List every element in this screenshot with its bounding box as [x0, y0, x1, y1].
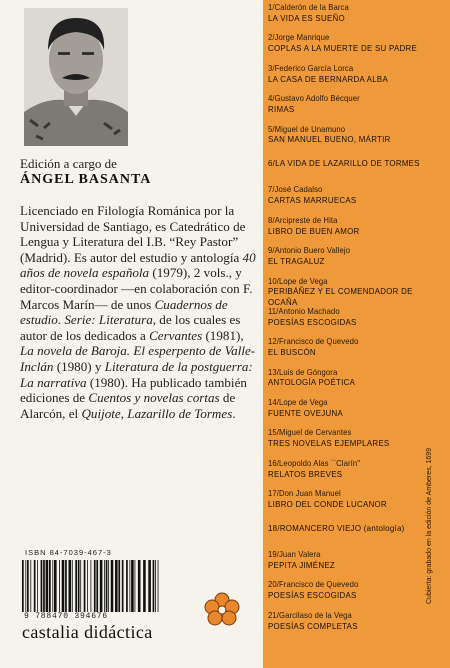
barcode-bar — [25, 560, 26, 612]
isbn-label: ISBN 84-7039-467-3 — [25, 548, 112, 557]
catalog-item-author: 12/Francisco de Quevedo — [268, 337, 359, 347]
catalog-item — [268, 489, 448, 519]
barcode-bar — [52, 560, 53, 612]
barcode-bar — [75, 560, 77, 612]
barcode-number: 9 788470 394676 — [24, 612, 109, 621]
catalog-item-author: 15/Miguel de Cervantes — [268, 428, 352, 438]
barcode-bar — [62, 560, 65, 612]
catalog-item — [268, 398, 448, 428]
catalog-item — [268, 216, 448, 246]
barcode-bar — [43, 560, 45, 612]
catalog-item — [268, 428, 448, 458]
catalog-item — [268, 277, 448, 307]
catalog-item-title: POESÍAS COMPLETAS — [268, 620, 358, 631]
biography-run: de Alarcón, el — [20, 390, 236, 421]
biography-run: (1981), — [202, 327, 244, 343]
barcode-bar — [155, 560, 156, 612]
biography-paragraph — [20, 203, 256, 421]
catalog-item — [268, 125, 448, 155]
barcode-bar — [138, 560, 141, 612]
catalog-list — [268, 3, 448, 641]
catalog-item — [268, 580, 448, 610]
barcode-bar — [106, 560, 108, 612]
barcode-bar — [148, 560, 151, 612]
biography-run: Cervantes — [149, 327, 203, 343]
barcode-bar — [59, 560, 60, 612]
biography-run: (1980) y — [53, 358, 105, 374]
catalog-item-author: 19/Juan Valera — [268, 550, 321, 560]
barcode-bar — [84, 560, 86, 612]
barcode-bar — [158, 560, 159, 612]
biography-run: Lazarillo de Tormes — [127, 405, 233, 421]
catalog-item-title: EL BUSCÓN — [268, 347, 316, 358]
barcode-bar — [37, 560, 38, 612]
catalog-item-title: FUENTE OVEJUNA — [268, 407, 344, 418]
catalog-item-author: 8/Arcipreste de Hita — [268, 215, 338, 225]
catalog-item-author: 11/Antonio Machado — [268, 306, 340, 316]
catalog-item-title: PEPITA JIMÉNEZ — [268, 559, 335, 570]
barcode-bar — [100, 560, 103, 612]
catalog-item-title: LIBRO DEL CONDE LUCANOR — [268, 499, 387, 510]
catalog-item — [268, 520, 448, 550]
barcode-bar — [78, 560, 80, 612]
catalog-item-title: LIBRO DE BUEN AMOR — [268, 225, 360, 236]
barcode-bar — [94, 560, 96, 612]
catalog-item-author: 20/Francisco de Quevedo — [268, 580, 359, 590]
biography-run: 40 años de novela española — [20, 249, 256, 281]
catalog-item-title: POESÍAS ESCOGIDAS — [268, 316, 357, 327]
biography-run: , de los cuales es autor de los dedicados a — [20, 312, 241, 343]
catalog-item-title: RELATOS BREVES — [268, 468, 343, 479]
barcode-bar — [72, 560, 73, 612]
biography-run: (1979), 2 vols., y editor-coordinador —en colaboración con F. Marcos Marín— de unos — [20, 265, 253, 312]
biography-run: La novela de Baroja. El esperpento de Valle-Inclán — [20, 343, 256, 374]
barcode-bar — [130, 560, 131, 612]
barcode-bar — [122, 560, 124, 612]
barcode-bar — [69, 560, 72, 612]
biography-run: Literatura de la postguerra: La narrativa — [20, 358, 253, 390]
catalog-item-title: LA CASA DE BERNARDA ALBA — [268, 73, 389, 84]
catalog-item-title: LA VIDA ES SUEÑO — [268, 12, 345, 23]
barcode-bar — [135, 560, 136, 612]
catalog-item-title: SAN MANUEL BUENO, MÁRTIR — [268, 134, 391, 145]
catalog-item-title: RIMAS — [268, 103, 295, 114]
cover-credit: Cubierta: grabado en la edición de Amberes, 1699 — [426, 447, 433, 604]
catalog-item — [268, 337, 448, 367]
catalog-item-title: 18/ROMANCERO VIEJO (antología) — [268, 522, 405, 533]
barcode-bar — [30, 560, 31, 612]
catalog-item-author: 4/Gustavo Adolfo Bécquer — [268, 94, 360, 104]
biography-run: , — [120, 405, 128, 421]
barcode-bar — [108, 560, 109, 612]
barcode-bar — [49, 560, 51, 612]
barcode-bar — [126, 560, 128, 612]
barcode-bar — [96, 560, 98, 612]
barcode-bar — [115, 560, 118, 612]
catalog-item — [268, 94, 448, 124]
biography-run: Cuentos y novelas cortas — [88, 390, 220, 406]
catalog-item — [268, 611, 448, 641]
editor-biography — [20, 203, 256, 421]
catalog-item — [268, 246, 448, 276]
catalog-item-author: 1/Calderón de la Barca — [268, 3, 349, 12]
barcode-bar — [143, 560, 146, 612]
catalog-item — [268, 33, 448, 63]
barcode-bar — [153, 560, 155, 612]
catalog-item-title: POESÍAS ESCOGIDAS — [268, 590, 357, 601]
biography-run: (1980). Ha publicado también ediciones de — [20, 374, 247, 406]
catalog-item-author: 2/Jorge Manrique — [268, 33, 330, 43]
barcode-bar — [34, 560, 36, 612]
barcode — [20, 560, 162, 612]
barcode-bar — [46, 560, 49, 612]
catalog-item — [268, 185, 448, 215]
catalog-item-title: PERIBÁÑEZ Y EL COMENDADOR DE OCAÑA — [268, 286, 413, 307]
barcode-bar — [80, 560, 81, 612]
catalog-item-author: 10/Lope de Vega — [268, 276, 328, 286]
barcode-bar — [54, 560, 57, 612]
barcode-bar — [41, 560, 43, 612]
catalog-item-author: 21/Garcilaso de la Vega — [268, 610, 352, 620]
barcode-bar — [22, 560, 24, 612]
catalog-item-title: TRES NOVELAS EJEMPLARES — [268, 438, 390, 449]
catalog-item — [268, 3, 448, 33]
catalog-item — [268, 307, 448, 337]
catalog-item-author: 17/Don Juan Manuel — [268, 489, 341, 499]
catalog-item-title: 6/LA VIDA DE LAZARILLO DE TORMES — [268, 157, 420, 168]
catalog-item-author: 7/José Cadalso — [268, 185, 323, 195]
barcode-bar — [111, 560, 114, 612]
biography-run: Cuadernos de estudio. Serie: Literatura — [20, 296, 228, 328]
catalog-item-author: 9/Antonio Buero Vallejo — [268, 246, 351, 256]
catalog-item-author: 3/Federico García Lorca — [268, 63, 354, 73]
barcode-bar — [87, 560, 88, 612]
editor-name: ÁNGEL BASANTA — [20, 172, 152, 187]
catalog-item-author: 16/Leopoldo Alas ``Clarín'' — [268, 458, 361, 468]
catalog-item-title: CARTAS MARRUECAS — [268, 195, 357, 206]
catalog-item-author: 14/Lope de Vega — [268, 398, 328, 408]
catalog-item-title: COPLAS A LA MUERTE DE SU PADRE — [268, 43, 418, 54]
catalog-item-title: EL TRAGALUZ — [268, 255, 325, 266]
catalog-item — [268, 64, 448, 94]
biography-run: Quijote — [81, 405, 121, 421]
barcode-bar — [131, 560, 134, 612]
barcode-bar — [27, 560, 29, 612]
catalog-item-author: 5/Miguel de Unamuno — [268, 124, 346, 134]
barcode-bar — [104, 560, 105, 612]
catalog-item — [268, 155, 448, 185]
catalog-item — [268, 368, 448, 398]
biography-run: Licenciado en Filología Románica por la Universidad de Santiago, es Catedrático de Lengua y Literatura del I.B. “Rey Pastor” (Madrid). Es autor del estudio y antología — [20, 203, 246, 265]
catalog-item — [268, 550, 448, 580]
publisher-flower-logo-icon — [204, 592, 240, 626]
barcode-bar — [91, 560, 92, 612]
catalog-item-author: 13/Luis de Góngora — [268, 367, 338, 377]
catalog-item-title: ANTOLOGÍA POÉTICA — [268, 377, 356, 388]
editor-credit-line: Edición a cargo de — [20, 156, 117, 171]
barcode-bar — [65, 560, 67, 612]
author-photo — [24, 8, 128, 146]
biography-run: . — [232, 405, 236, 421]
catalog-item — [268, 459, 448, 489]
barcode-bar — [118, 560, 120, 612]
publisher-name: castalia didáctica — [22, 622, 153, 642]
